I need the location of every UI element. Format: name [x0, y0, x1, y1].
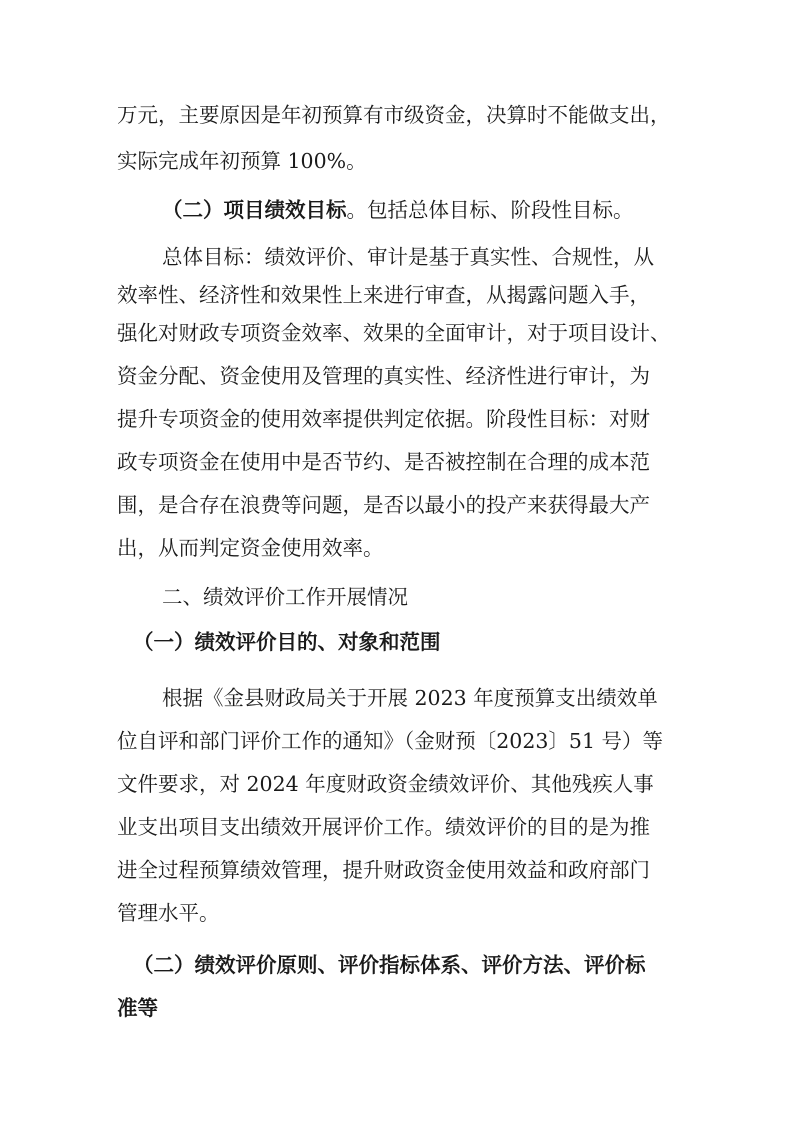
- paragraph-line: 根据《金县财政局关于开展 2023 年度预算支出绩效单: [162, 686, 658, 710]
- paragraph-line: 出，从而判定资金使用效率。: [117, 536, 384, 560]
- paragraph-line: 政专项资金在使用中是否节约、是否被控制在合理的成本范: [117, 450, 650, 474]
- paragraph-line: 位自评和部门评价工作的通知》（金财预〔2023〕51 号）等: [117, 729, 664, 753]
- section-heading-evaluation-work: 二、绩效评价工作开展情况: [162, 585, 408, 609]
- paragraph-line: 业支出项目支出绩效开展评价工作。绩效评价的目的是为推: [117, 815, 650, 839]
- paragraph-line: 围，是合存在浪费等问题，是否以最小的投产来获得最大产: [117, 493, 650, 517]
- paragraph-line: 实际完成年初预算 100%。: [117, 149, 367, 173]
- subsection-heading-principles: （二）绩效评价原则、评价指标体系、评价方法、评价标: [133, 953, 646, 977]
- paragraph-line: 总体目标：绩效评价、审计是基于真实性、合规性，从: [162, 245, 654, 269]
- section-heading-project-goals: [162, 195, 634, 225]
- subsection-heading-principles-cont: 准等: [117, 996, 158, 1020]
- section-heading-label: （二）项目绩效目标: [162, 198, 347, 222]
- paragraph-line: 万元，主要原因是年初预算有市级资金，决算时不能做支出，: [117, 103, 671, 127]
- paragraph-line: 进全过程预算绩效管理，提升财政资金使用效益和政府部门: [117, 858, 650, 882]
- paragraph-line: 强化对财政专项资金效率、效果的全面审计，对于项目设计、: [117, 321, 671, 345]
- paragraph-line: 提升专项资金的使用效率提供判定依据。阶段性目标：对财: [117, 407, 650, 431]
- paragraph-line: 资金分配、资金使用及管理的真实性、经济性进行审计，为: [117, 364, 650, 388]
- paragraph-line: 文件要求，对 2024 年度财政资金绩效评价、其他残疾人事: [117, 772, 654, 796]
- subsection-heading-purpose: （一）绩效评价目的、对象和范围: [133, 630, 441, 654]
- paragraph-line: 效率性、经济性和效果性上来进行审查，从揭露问题入手，: [117, 283, 650, 307]
- section-heading-text: 。包括总体目标、阶段性目标。: [346, 198, 634, 222]
- paragraph-line: 管理水平。: [117, 901, 220, 925]
